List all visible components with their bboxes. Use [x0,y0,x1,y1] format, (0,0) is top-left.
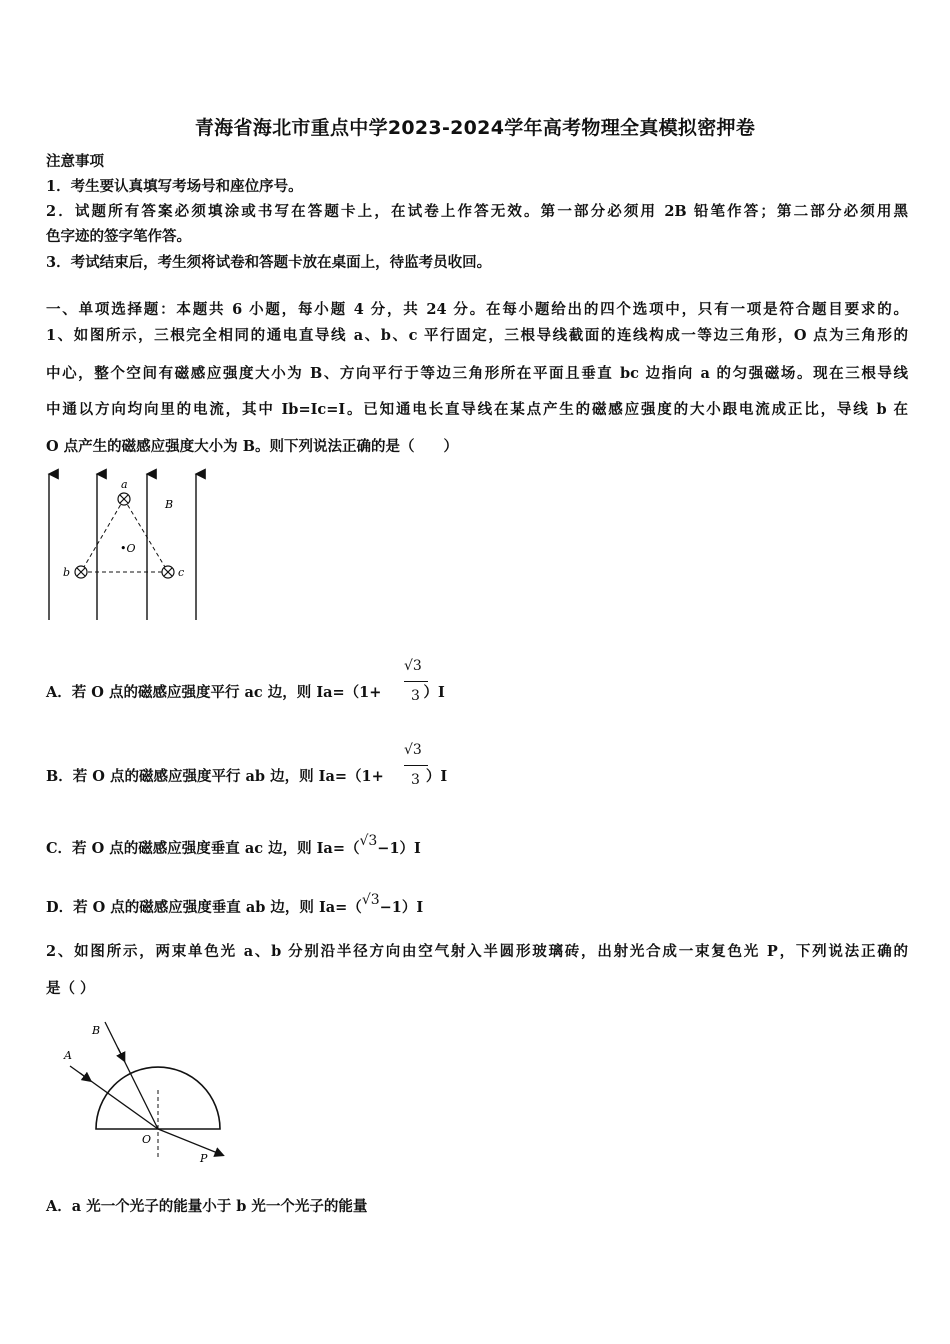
label-o: •O [120,542,136,555]
label-b: b [63,566,71,579]
label-field-b: B [165,498,174,511]
option-a-text: A．若 O 点的磁感应强度平行 ac 边，则 Ia=（1+ [46,684,382,701]
notice-item-1: 1．考生要认真填写考场号和座位序号。 [46,178,303,195]
q1-line-2: 中心，整个空间有磁感应强度大小为 B、方向平行于等边三角形所在平面且垂直 bc 边指向 a 的匀强磁场。现在三根导线 [46,365,908,382]
label-b2: B [92,1024,101,1037]
option-d-text: D．若 O 点的磁感应强度垂直 ab 边，则 Ia=（ [46,899,362,916]
label-o2: O [142,1133,152,1146]
label-a: a [121,478,128,491]
option-a-root: √3 [404,658,422,674]
q2-figure [58,1016,238,1166]
label-p2: P [200,1152,208,1165]
q1-option-a [46,681,445,702]
option-c-root: √3 [359,833,378,849]
ray-b-arrow [118,1048,123,1058]
q1-figure [40,468,210,624]
option-a-den: 3 [411,688,420,704]
option-b-text: B．若 O 点的磁感应强度平行 ab 边，则 Ia=（1+ [46,768,384,785]
q2-option-a: A．a 光一个光子的能量小于 b 光一个光子的能量 [46,1198,368,1215]
notice-item-2: 2．试题所有答案必须填涂或书写在答题卡上，在试卷上作答无效。第一部分必须用 2B 铅笔作答；第二部分必须用黑 [46,203,908,220]
ray-b [105,1022,158,1129]
q2-line-2: 是（ ） [46,980,95,997]
option-b-root: √3 [404,742,422,758]
notice-item-3: 3．考试结束后，考生须将试卷和答题卡放在桌面上，待监考员收回。 [46,254,492,271]
q1-line-1: 1、如图所示，三根完全相同的通电直导线 a、b、c 平行固定，三根导线截面的连线构成一等边三角形，O 点为三角形的 [46,327,908,344]
option-a-tail: ）I [423,684,445,701]
page-title: 青海省海北市重点中学2023-2024学年高考物理全真模拟密押卷 [194,117,756,139]
option-c-text: C．若 O 点的磁感应强度垂直 ac 边，则 Ia=（ [46,840,360,857]
notice-heading: 注意事项 [46,153,104,170]
wire-b-icon [75,566,87,578]
option-d-root: √3 [361,892,380,908]
option-b-fraction-bar [404,765,428,766]
option-b-den: 3 [411,772,420,788]
label-a2: A [64,1049,72,1062]
q1-option-b [46,765,447,786]
notice-item-2-cont: 色字迹的签字笔作答。 [46,228,191,245]
wire-a-icon [118,493,130,505]
ray-p [158,1129,220,1154]
ray-a-arrow [80,1073,88,1079]
q1-option-c [46,833,421,858]
option-a-fraction-bar [404,681,428,682]
option-c-tail: −1）I [377,840,421,857]
wire-c-icon [162,566,174,578]
q2-line-1: 2、如图所示，两束单色光 a、b 分别沿半径方向由空气射入半圆形玻璃砖，出射光合成一束复色光 P，下列说法正确的 [46,943,908,960]
section-header: 一、单项选择题：本题共 6 小题，每小题 4 分，共 24 分。在每小题给出的四个选项中，只有一项是符合题目要求的。 [46,301,908,318]
q1-option-d [46,892,424,917]
q1-line-4: O 点产生的磁感应强度大小为 B。则下列说法正确的是（ ） [46,438,458,455]
option-b-tail: ）I [425,768,448,785]
triangle-side-ab [81,499,124,572]
triangle-side-ac [124,499,168,572]
q1-line-3: 中通以方向均向里的电流，其中 Ib=Ic=I。已知通电长直导线在某点产生的磁感应强度的大小跟电流成正比，导线 b 在 [46,401,908,418]
option-d-tail: −1）I [379,899,424,916]
label-c: c [178,566,185,579]
